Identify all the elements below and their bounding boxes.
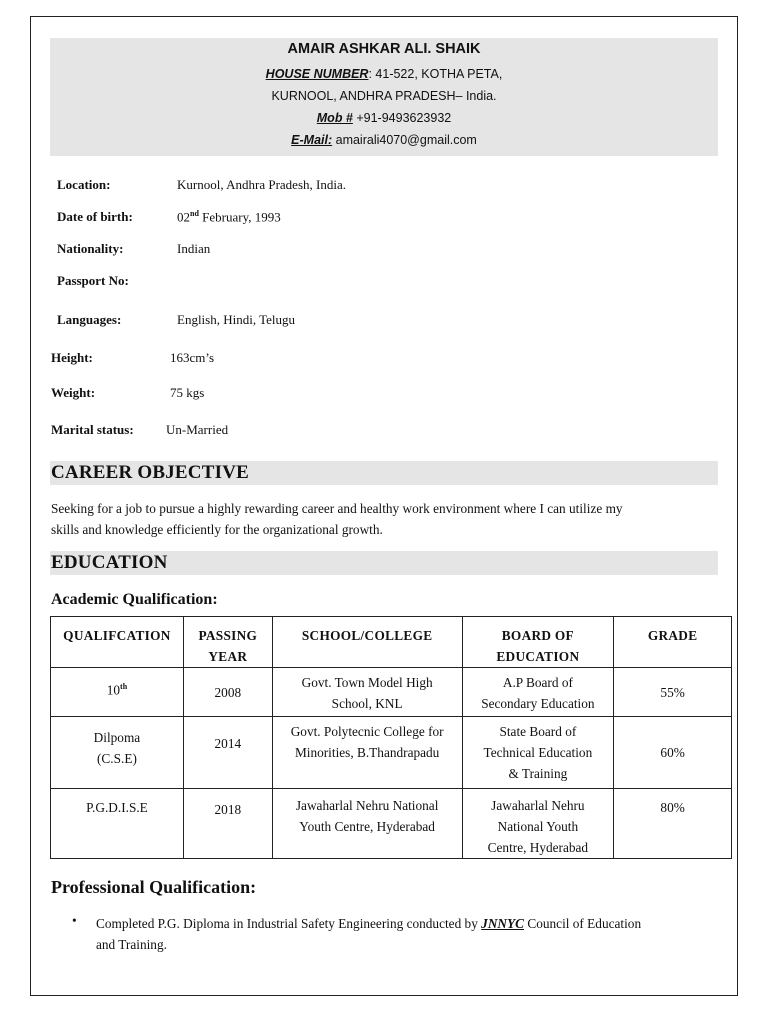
- academic-qualification-heading: Academic Qualification:: [51, 591, 218, 608]
- grade-cell: 55%: [614, 668, 732, 717]
- mobile-label: Mob #: [316, 111, 353, 125]
- education-section: [50, 551, 718, 575]
- career-line-2: skills and knowledge efficiently for the organizational growth.: [51, 522, 383, 537]
- career-objective-heading: CAREER OBJECTIVE: [51, 462, 249, 483]
- nationality-label: Nationality:: [57, 241, 124, 256]
- year-cell: 2018: [183, 789, 272, 859]
- contact-header: [50, 38, 718, 156]
- passport-label: Passport No:: [57, 273, 129, 288]
- jnnyc-org-name: JNNYC: [481, 916, 525, 931]
- year-cell: 2008: [183, 668, 272, 717]
- academic-qualification-table: [50, 616, 732, 859]
- qualification-cell: 10th: [51, 668, 184, 717]
- address-line: KURNOOL, ANDHRA PRADESH– India.: [271, 89, 497, 103]
- email-label: E-Mail:: [291, 133, 333, 147]
- location-label: Location:: [57, 177, 111, 192]
- table-row: [51, 789, 732, 859]
- weight-value: 75 kgs: [170, 385, 205, 400]
- table-row: [51, 717, 732, 789]
- column-header-board: BOARD OF EDUCATION: [462, 617, 614, 668]
- email-line: [50, 133, 718, 147]
- table-header-row: [51, 617, 732, 668]
- bullet-icon: •: [72, 913, 77, 928]
- languages-value: English, Hindi, Telugu: [177, 312, 296, 327]
- mobile-value: +91-9493623932: [352, 111, 452, 125]
- email-value: amairali4070@gmail.com: [332, 133, 477, 147]
- school-cell: Govt. Town Model High School, KNL: [272, 668, 462, 717]
- qualification-cell: Dilpoma (C.S.E): [51, 717, 184, 789]
- table-row: [51, 668, 732, 717]
- qualification-cell: P.G.D.I.S.E: [51, 789, 184, 859]
- year-cell: 2014: [183, 717, 272, 789]
- school-cell: Jawaharlal Nehru National Youth Centre, Hyderabad: [272, 789, 462, 859]
- marital-label: Marital status:: [51, 422, 134, 437]
- languages-label: Languages:: [57, 312, 122, 327]
- nationality-value: Indian: [177, 241, 211, 256]
- column-header-school: SCHOOL/COLLEGE: [272, 617, 462, 668]
- candidate-name: AMAIR ASHKAR ALI. SHAIK: [287, 41, 481, 57]
- height-label: Height:: [51, 350, 93, 365]
- house-number-value: : 41-522, KOTHA PETA,: [368, 67, 503, 81]
- height-value: 163cm’s: [170, 350, 215, 365]
- house-number-line: [50, 67, 718, 81]
- dob-value: 02nd February, 1993: [177, 209, 281, 225]
- board-cell: State Board of Technical Education & Training: [462, 717, 614, 789]
- location-value: Kurnool, Andhra Pradesh, India.: [177, 177, 346, 192]
- career-objective-text: [51, 498, 717, 540]
- career-line-1: Seeking for a job to pursue a highly rewarding career and healthy work environment where I can utilize my: [51, 501, 623, 516]
- grade-cell: 60%: [614, 717, 732, 789]
- board-cell: A.P Board of Secondary Education: [462, 668, 614, 717]
- career-objective-section: [50, 461, 718, 485]
- school-cell: Govt. Polytecnic College for Minorities, B.Thandrapadu: [272, 717, 462, 789]
- education-heading: EDUCATION: [51, 552, 168, 573]
- grade-cell: 80%: [614, 789, 732, 859]
- dob-label: Date of birth:: [57, 209, 133, 224]
- professional-qualification-item: Completed P.G. Diploma in Industrial Safety Engineering conducted by JNNYC Council of Education and Training.: [96, 916, 642, 952]
- column-header-passing-year: PASSING YEAR: [183, 617, 272, 668]
- board-cell: Jawaharlal Nehru National Youth Centre, Hyderabad: [462, 789, 614, 859]
- marital-value: Un-Married: [166, 422, 229, 437]
- column-header-qualification: QUALIFCATION: [51, 617, 184, 668]
- weight-label: Weight:: [51, 385, 96, 400]
- professional-qualification-heading: Professional Qualification:: [51, 877, 257, 897]
- mobile-line: [50, 111, 718, 125]
- house-number-label: HOUSE NUMBER: [265, 67, 369, 81]
- column-header-grade: GRADE: [614, 617, 732, 668]
